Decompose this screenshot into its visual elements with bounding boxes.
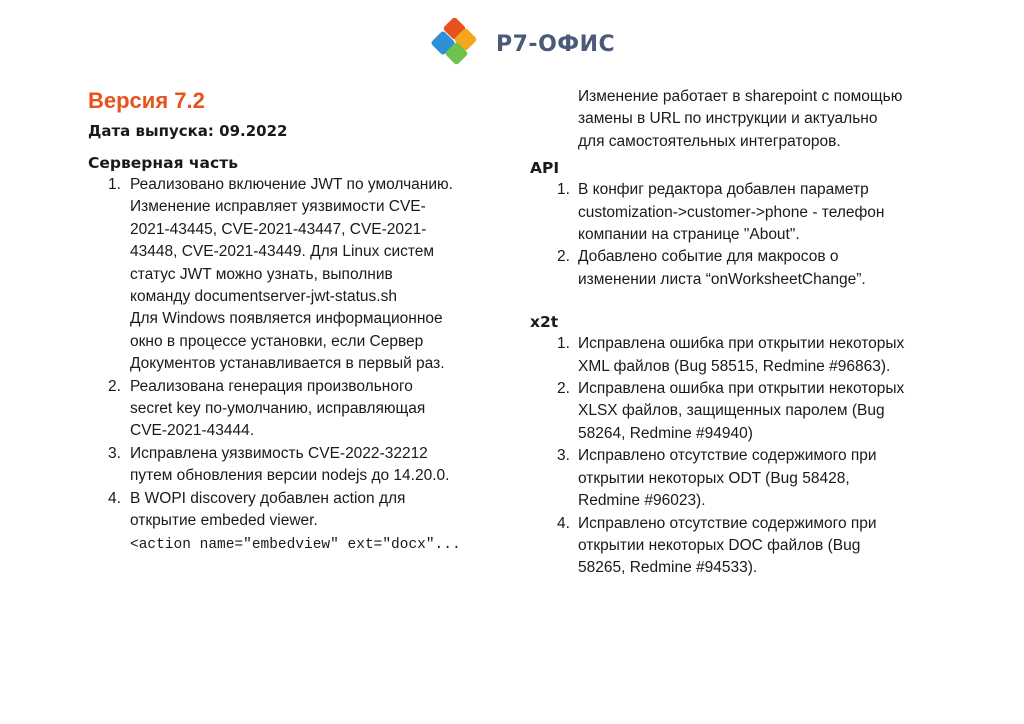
x2t-section-heading: x2t [530,313,559,332]
list-item-line: CVE-2021-43444. [130,422,255,440]
r7-office-logo-icon [424,18,486,70]
logo-text: Р7-ОФИС [496,31,616,57]
list-item-number: 3. [557,447,570,465]
list-item-number: 3. [108,444,121,462]
list-item [530,179,970,246]
list-item-line: Исправлено отсутствие содержимого при [578,514,877,532]
left-column [88,86,508,556]
list-item-line: Исправлена уязвимость CVE-2022-32212 [130,444,428,462]
list-item-line: открытии некоторых DOC файлов (Bug [578,536,861,554]
list-item-line: компании на странице "About". [578,226,800,244]
right-column [530,86,970,580]
list-item-line: Добавлено событие для макросов о [578,248,839,266]
list-item-line: Исправлено отсутствие содержимого при [578,447,877,465]
api-list [530,179,970,291]
list-item-line: В WOPI discovery добавлен action для [130,489,406,507]
list-item [530,246,970,291]
api-section-heading: API [530,159,560,178]
list-item-number: 2. [557,248,570,266]
list-item-line: secret key по-умолчанию, исправляющая [130,400,426,418]
list-item-line: Документов устанавливается в первый раз. [130,355,445,373]
list-item [88,376,508,443]
continuation-line: Изменение работает в sharepoint с помощью [578,88,903,105]
list-item-number: 1. [108,176,121,193]
version-title: Версия 7.2 [88,88,205,113]
list-item-line: Redmine #96023). [578,492,706,510]
list-item-line: Исправлена ошибка при открытии некоторых [578,380,905,398]
list-item-number: 4. [557,514,570,532]
continuation-line: для самостоятельных интеграторов. [578,132,841,150]
list-item [88,174,508,376]
list-item-line: Исправлена ошибка при открытии некоторых [578,335,905,353]
continuation-line: замены в URL по инструкции и актуально [578,110,878,128]
list-item-line: Реализована генерация произвольного [130,377,413,395]
list-item-line: Изменение исправляет уязвимости CVE- [130,198,426,216]
list-item-line: XLSX файлов, защищенных паролем (Bug [578,402,885,420]
continuation-text [530,86,970,153]
list-item-line: статус JWT можно узнать, выполнив [130,265,393,283]
x2t-list [530,333,970,579]
release-date: Дата выпуска: 09.2022 [88,122,288,140]
list-item-line: customization->customer->phone - телефон [578,203,885,221]
list-item-number: 2. [557,380,570,398]
list-item-line: окно в процессе установки, если Сервер [130,332,424,350]
list-item-line: Для Windows появляется информационное [130,310,443,328]
list-item-line: 43448, CVE-2021-43449. Для Linux систем [130,243,435,261]
list-item-line: открытие embeded viewer. [130,512,318,530]
list-item-line: 58264, Redmine #94940) [578,424,753,442]
list-item-number: 1. [557,335,570,353]
list-item [530,513,970,580]
list-item-line: команду documentserver-jwt-status.sh [130,288,397,306]
list-item-line: открытии некоторых ODT (Bug 58428, [578,469,850,487]
list-item-number: 1. [557,181,570,199]
list-item-number: 2. [108,377,121,395]
list-item-line: 58265, Redmine #94533). [578,559,758,577]
list-item [88,443,508,488]
list-item-line: 2021-43445, CVE-2021-43447, CVE-2021- [130,220,427,238]
list-item-line: В конфиг редактора добавлен параметр [578,181,869,199]
list-item [530,333,970,378]
list-item [88,488,508,556]
server-list [88,174,508,556]
list-item [530,378,970,445]
server-section-heading: Серверная часть [88,154,238,172]
list-item-line: XML файлов (Bug 58515, Redmine #96863). [578,357,891,375]
code-snippet: <action name="embedview" ext="docx"... [130,536,461,553]
list-item-line: путем обновления версии nodejs до 14.20.0. [130,467,450,485]
list-item-line: изменении листа “onWorksheetChange”. [578,270,866,288]
list-item-line: Реализовано включение JWT по умолчанию. [130,176,453,193]
list-item-number: 4. [108,489,121,507]
logo [424,18,615,70]
list-item [530,445,970,512]
